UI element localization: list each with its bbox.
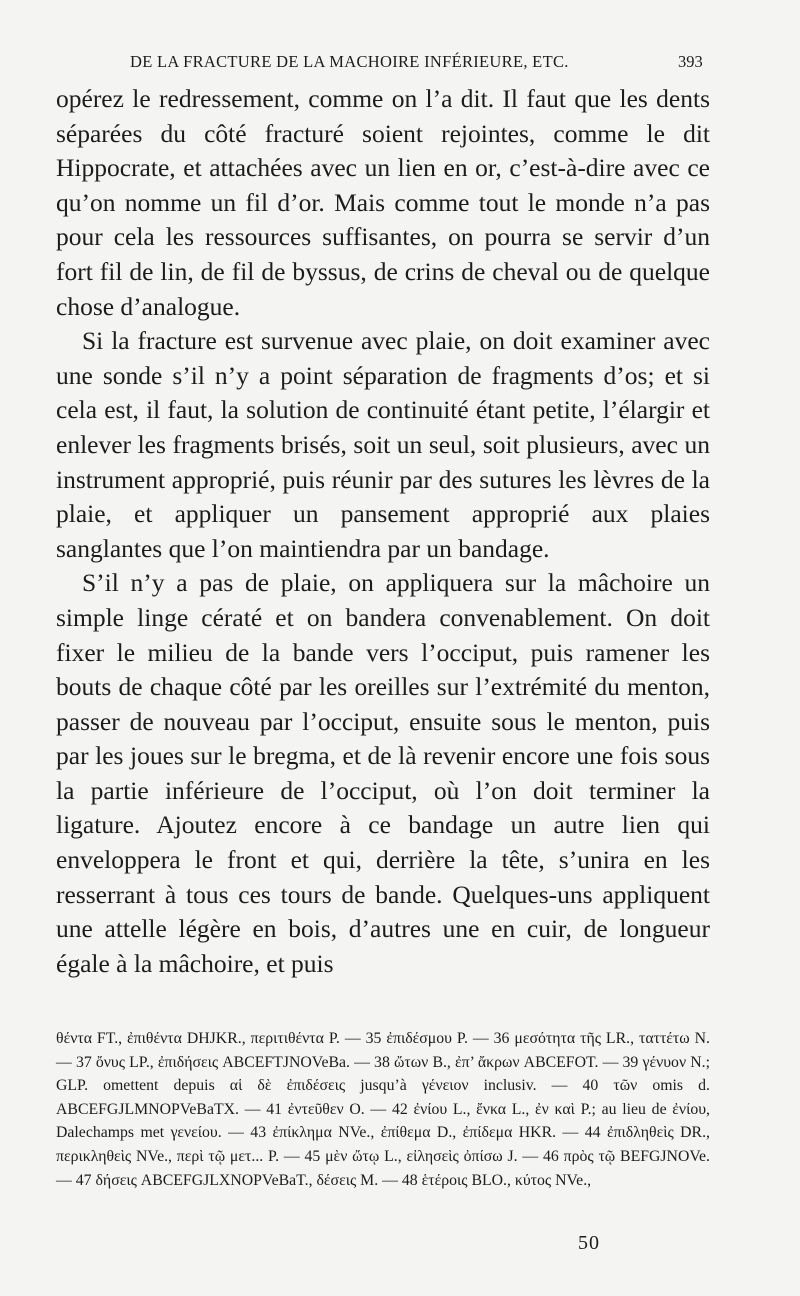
main-text [56,82,710,981]
paragraph: opérez le redressement, comme on l’a dit. Il faut que les dents séparées du côté fracturé soient rejointes, comme le dit Hippocrate, et attachées avec un lien en or, c’est-à-dire avec ce qu’on nomme un fil d’or. Mais comme tout le monde n’a pas pour cela les ressources suffisantes, on pourra se servir d’un fort fil de lin, de fil de byssus, de crins de cheval ou de quelque chose d’analogue. [56,84,710,321]
chapter-title: DE LA FRACTURE DE LA MACHOIRE INFÉRIEURE, ETC. [130,52,569,71]
paragraph: Si la fracture est survenue avec plaie, on doit examiner avec une sonde s’il n’y a point séparation de fragments d’os; et si cela est, il faut, la solution de continuité étant petite, l’élargir et enlever les fragments brisés, soit un seul, soit plusieurs, avec un instrument approprié, puis réunir par des sutures les lèvres de la plaie, et appliquer un pansement approprié aux plaies sanglantes que l’on maintiendra par un bandage. [56,326,710,563]
critical-apparatus [56,1027,710,1192]
signature-mark: 50 [578,1232,600,1254]
paragraph: S’il n’y a pas de plaie, on appliquera sur la mâchoire un simple linge cératé et on bandera convenablement. On doit fixer le milieu de la bande vers l’occiput, puis ramener les bouts de chaque côté par les oreilles sur l’extrémité du menton, passer de nouveau par l’occiput, ensuite sous le menton, puis par les joues sur le bregma, et de là revenir encore une fois sous la partie inférieure de l’occiput, où l’on doit terminer la ligature. Ajoutez encore à ce bandage un autre lien qui enveloppera le front et qui, derrière la tête, s’unira en les resserrant à tous ces tours de bande. Quelques-uns appliquent une attelle légère en bois, d’autres une en cuir, de longueur égale à la mâchoire, et puis [56,568,710,978]
page-number: 393 [678,52,703,71]
footnote-text: θέντα FT., ἐπιθέντα DHJKR., περιτιθέντα P. — 35 ἐπιδέσμου P. — 36 μεσότητα τῆς LR., ταττέτω N. — 37 ὄνυς LP., ἐπιδήσεις ABCEFTJNOVeBa. — 38 ὤτων B., ἐπ’ ἄκρων ABCEFOT. — 39 γένυον N.; GLP. omettent depuis αἱ δὲ ἐπιδέσεις jusqu’à γένειον inclusiv. — 40 τῶν omis d. ABCEFGJLMNOPVeBaTX. — 41 ἐντεῦθεν O. — 42 ἐνίου L., ἔνκα L., ἐν καὶ P.; au lieu de ἐνίου, Dalechamps met γενείου. — 43 ἐπίκλημα NVe., ἐπίθεμα D., ἐπίδεμα HKR. — 44 ἐπιδληθεὶς DR., περικληθεὶς NVe., περὶ τῷ μετ... P. — 45 μὲν ὤτῳ L., εἰλησεὶς ὀπίσω J. — 46 πρὸς τῷ BEFGJNOVe. — 47 δήσεις ABCEFGJLXNOPVeBaT., δέσεις M. — 48 ἑτέροις BLO., κύτος NVe., [56,1030,710,1189]
